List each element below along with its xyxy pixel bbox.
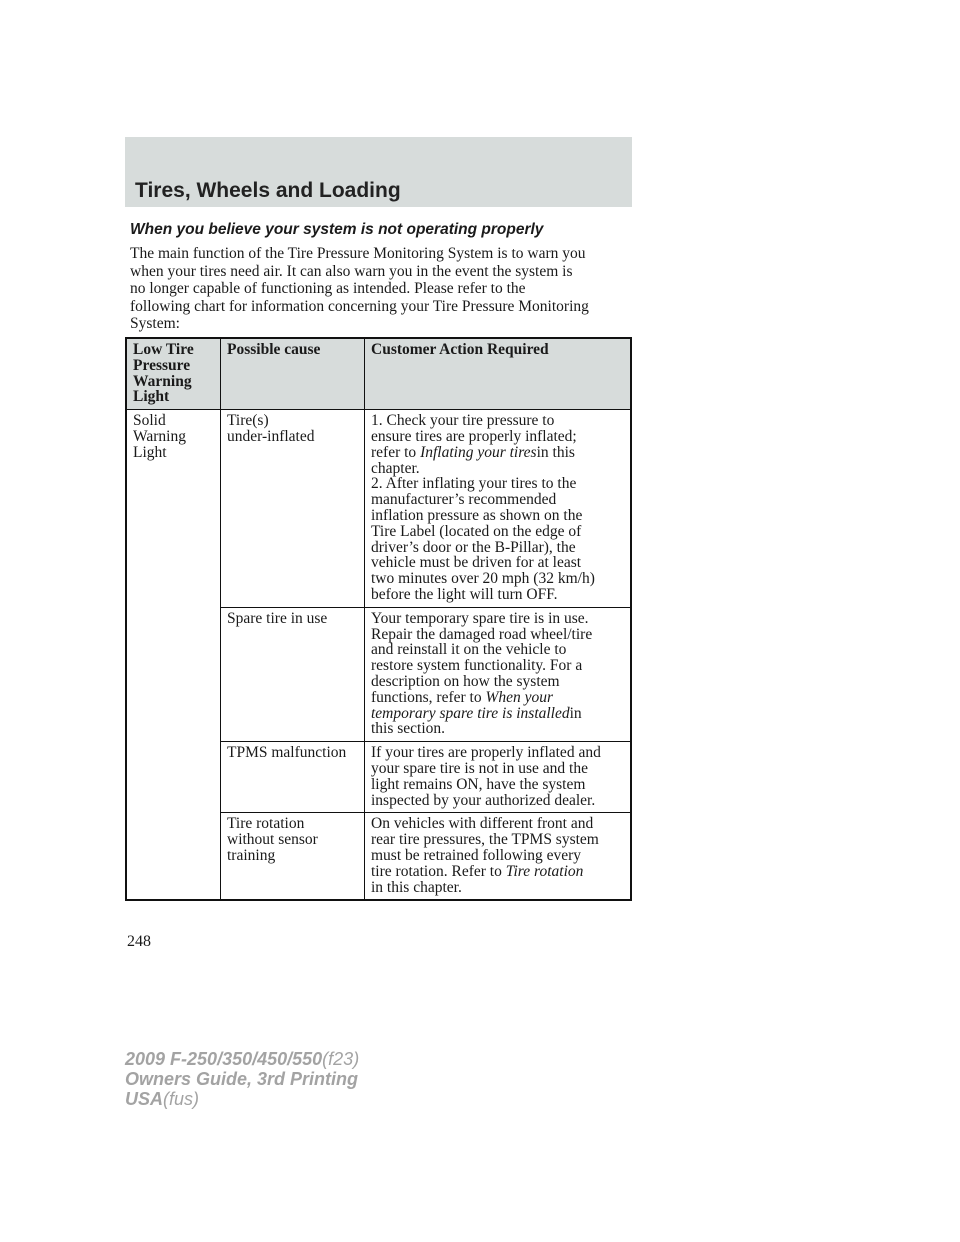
- possible-cause-cell: Tire(s) under-inflated: [221, 410, 365, 608]
- table-header-row: [126, 338, 631, 410]
- table-row: [126, 410, 631, 608]
- cross-reference: When your: [485, 688, 554, 706]
- possible-cause-cell: Tire rotation without sensor training: [221, 813, 365, 900]
- action-line: rear tire pressures, the TPMS system: [371, 831, 599, 849]
- footer-region: USA: [125, 1089, 164, 1109]
- footer-model: 2009 F-250/350/450/550: [125, 1049, 323, 1069]
- action-line: inflation pressure as shown on the: [371, 506, 583, 524]
- intro-line: no longer capable of functioning as intended. Please refer to the: [130, 280, 526, 298]
- action-line: two minutes over 20 mph (32 km/h): [371, 570, 595, 588]
- customer-action-cell: [365, 607, 632, 741]
- action-line: your spare tire is not in use and the: [371, 759, 588, 777]
- intro-line: The main function of the Tire Pressure Monitoring System is to warn you: [130, 245, 586, 262]
- header-customer-action: Customer Action Required: [365, 338, 632, 410]
- cross-reference: temporary spare tire is installed: [371, 704, 570, 722]
- action-line: and reinstall it on the vehicle to: [371, 641, 567, 659]
- action-line: in this chapter.: [371, 878, 462, 896]
- customer-action-cell: [365, 742, 632, 813]
- action-line: 1. Check your tire pressure to: [371, 412, 555, 430]
- action-line: vehicle must be driven for at least: [371, 554, 582, 572]
- action-line: Your temporary spare tire is in use.: [371, 609, 589, 627]
- cross-reference: Inflating your tires: [420, 443, 537, 461]
- action-line: On vehicles with different front and: [371, 815, 594, 833]
- possible-cause-cell: Spare tire in use: [221, 607, 365, 741]
- section-header: [125, 137, 632, 207]
- action-line: Tire Label (located on the edge of: [371, 522, 582, 540]
- customer-action-cell: [365, 410, 632, 608]
- intro-line: when your tires need air. It can also warn you in the event the system is: [130, 262, 573, 280]
- possible-cause-cell: TPMS malfunction: [221, 742, 365, 813]
- customer-action-cell: [365, 813, 632, 900]
- footer-region-code: (fus): [163, 1089, 200, 1109]
- action-line: If your tires are properly inflated and: [371, 744, 601, 762]
- action-line: ensure tires are properly inflated;: [371, 427, 577, 445]
- intro-line: following chart for information concerning your Tire Pressure Monitoring: [130, 297, 589, 315]
- action-line: chapter.: [371, 459, 420, 477]
- intro-line: System:: [130, 315, 180, 333]
- tpms-chart-table: [125, 337, 632, 901]
- action-line: tire rotation. Refer to Tire rotation: [371, 862, 584, 880]
- action-line: inspected by your authorized dealer.: [371, 791, 596, 809]
- footer-print-info: [125, 1049, 359, 1109]
- action-line: driver’s door or the B-Pillar), the: [371, 538, 576, 556]
- subheading: When you believe your system is not operating properly: [130, 221, 544, 238]
- footer-code: (f23): [322, 1049, 360, 1069]
- action-line: Repair the damaged road wheel/tire: [371, 625, 593, 643]
- action-line: temporary spare tire is installedin: [371, 704, 582, 722]
- action-line: light remains ON, have the system: [371, 775, 586, 793]
- action-line: restore system functionality. For a: [371, 657, 583, 675]
- action-line: description on how the system: [371, 672, 560, 690]
- action-line: functions, refer to When your: [371, 688, 554, 706]
- action-line: 2. After inflating your tires to the: [371, 475, 577, 493]
- section-title: Tires, Wheels and Loading: [135, 179, 401, 202]
- intro-paragraph: [130, 245, 632, 333]
- page-number: 248: [127, 933, 151, 950]
- cross-reference: Tire rotation: [505, 862, 584, 880]
- warning-light-cell: Solid Warning Light: [126, 410, 221, 901]
- action-line: must be retrained following every: [371, 846, 582, 864]
- action-line: this section.: [371, 720, 446, 738]
- header-warning-light: Low Tire Pressure Warning Light: [126, 338, 221, 410]
- action-line: refer to Inflating your tiresin this: [371, 443, 575, 461]
- header-possible-cause: Possible cause: [221, 338, 365, 410]
- action-line: manufacturer’s recommended: [371, 491, 557, 509]
- footer-edition: Owners Guide, 3rd Printing: [125, 1069, 359, 1089]
- action-line: before the light will turn OFF.: [371, 585, 558, 603]
